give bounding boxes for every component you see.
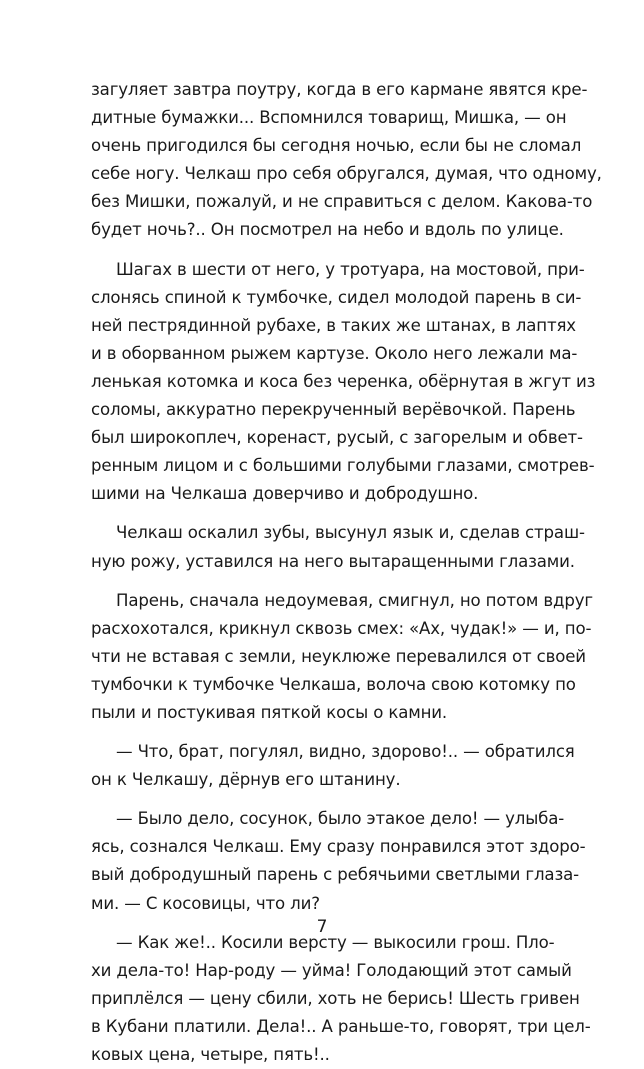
text-line: себе ногу. Челкаш про себя обругался, думая, что одному,: [91, 164, 602, 184]
text-line: шими на Челкаша доверчиво и добродушно.: [91, 484, 479, 504]
text-line: ренным лицом и с большими голубыми глазами, смотрев-: [91, 456, 595, 476]
text-line: приплёлся — цену сбили, хоть не берись! Шесть гривен: [91, 988, 580, 1008]
paragraph-gap: [91, 245, 528, 256]
paragraph-gap: [91, 508, 528, 519]
text-line: и в оборванном рыжем картузе. Около него лежали ма-: [91, 343, 578, 363]
text-line: — Было дело, сосунок, было этакое дело! — улыба-: [116, 809, 565, 829]
text-line: Челкаш оскалил зубы, высунул язык и, сделав страш-: [116, 523, 585, 543]
text-line: — Что, брат, погулял, видно, здорово!.. — обратился: [116, 742, 575, 762]
text-line: в Кубани платили. Дела!.. А раньше-то, говорят, три цел-: [91, 1016, 591, 1036]
page-number: 7: [316, 917, 328, 937]
text-line: ную рожу, уставился на него вытаращенными глазами.: [91, 551, 575, 571]
text-line: Парень, сначала недоумевая, смигнул, но потом вдруг: [116, 590, 593, 610]
text-line: ней пестрядинной рубахе, в таких же штанах, в лаптях: [91, 315, 576, 335]
text-line: соломы, аккуратно перекрученный верёвочкой. Парень: [91, 400, 576, 420]
text-line: дитные бумажки... Вспомнился товарищ, Мишка, — он: [91, 108, 567, 128]
text-line: он к Челкашу, дёрнув его штанину.: [91, 770, 401, 790]
text-line: загуляет завтра поутру, когда в его кармане явятся кре-: [91, 80, 588, 99]
text-line: хи дела-то! Нар-роду — уйма! Голодающий этот самый: [91, 960, 572, 980]
text-line: расхохотался, крикнул сквозь смех: «Ах, чудак!» — и, по-: [91, 618, 592, 638]
text-line: вый добродушный парень с ребячьими светлыми глаза-: [91, 865, 579, 885]
paragraph-gap: [91, 794, 528, 805]
paragraph: [91, 256, 596, 509]
text-line: — Как же!.. Косили версту — выкосили грош. Пло-: [116, 932, 555, 952]
text-line: ковых цена, четыре, пять!..: [91, 1045, 330, 1064]
paragraph: [91, 519, 585, 575]
paragraph-gap: [91, 576, 528, 587]
text-line: пыли и постукивая пяткой косы о камни.: [91, 702, 448, 722]
text-line: чти не вставая с земли, неуклюже перевалился от своей: [91, 646, 586, 666]
text-line: ленькая котомка и коса без черенка, обёрнутая в жгут из: [91, 371, 596, 391]
paragraph: [91, 738, 575, 794]
paragraph: [91, 929, 591, 1069]
paragraph: [91, 76, 602, 245]
text-line: был широкоплеч, коренаст, русый, с загорелым и обвет-: [91, 428, 583, 448]
text-line: без Мишки, пожалуй, и не справиться с делом. Какова-то: [91, 192, 593, 212]
paragraph: [91, 587, 593, 727]
text-line: тумбочки к тумбочке Челкаша, волоча свою котомку по: [91, 674, 576, 694]
text-line: ми. — С косовицы, что ли?: [91, 893, 320, 913]
text-line: слонясь спиной к тумбочке, сидел молодой парень в си-: [91, 287, 582, 307]
paragraph: [91, 805, 586, 917]
text-line: будет ночь?.. Он посмотрел на небо и вдоль по улице.: [91, 220, 564, 240]
text-line: ясь, сознался Челкаш. Ему сразу понравился этот здоро-: [91, 837, 586, 857]
paragraph-gap: [91, 727, 528, 738]
text-line: очень пригодился бы сегодня ночью, если бы не сломал: [91, 136, 582, 156]
text-line: Шагах в шести от него, у тротуара, на мостовой, при-: [116, 259, 585, 279]
